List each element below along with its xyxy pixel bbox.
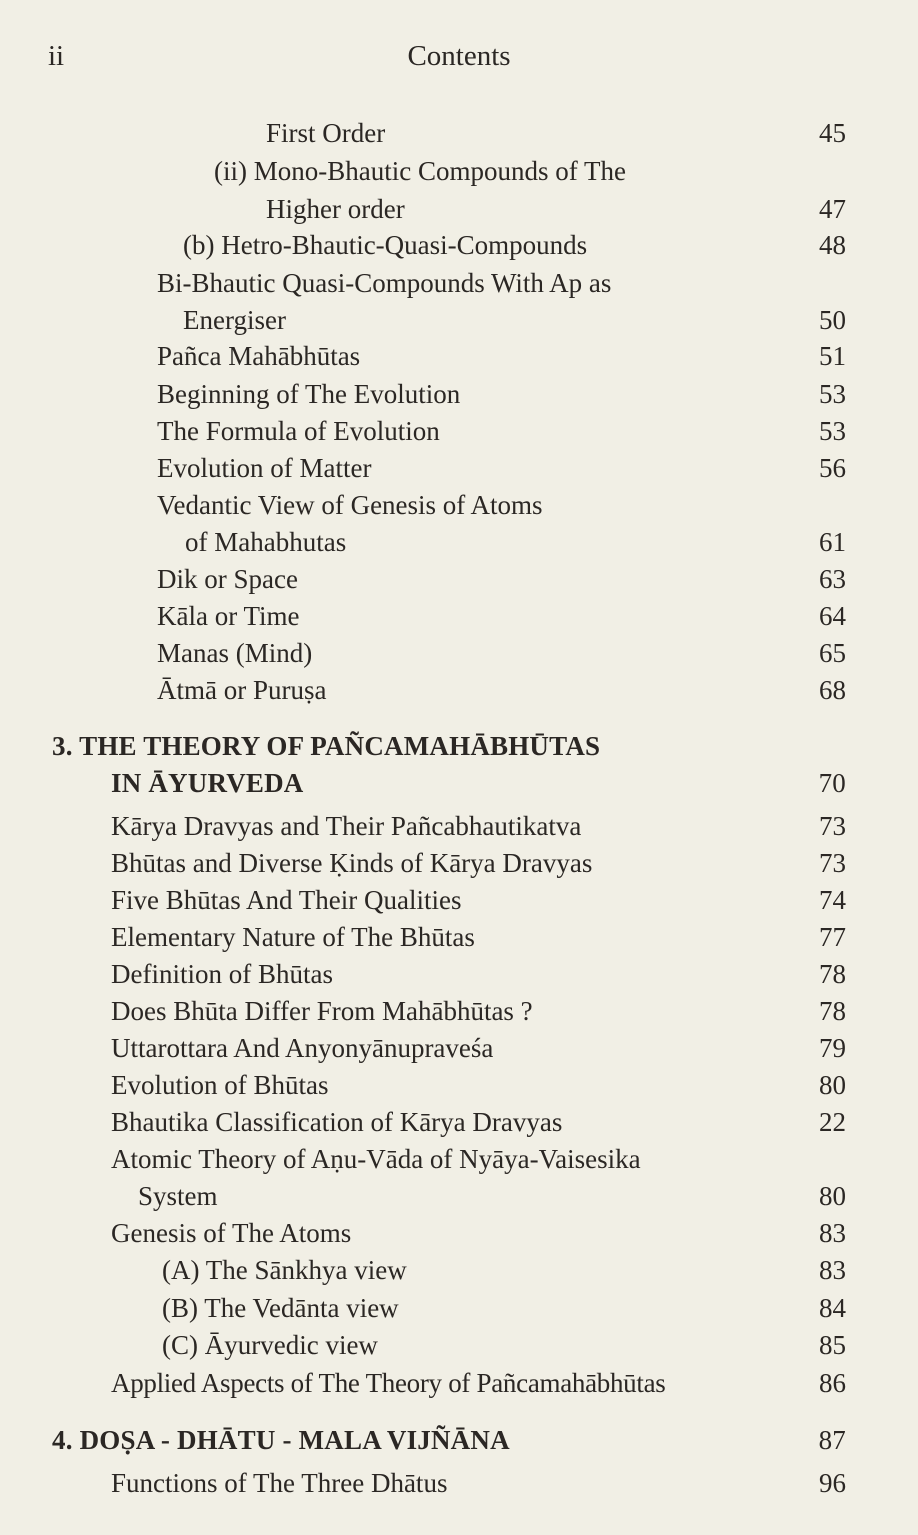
toc-entry-title: Evolution of Bhūtas bbox=[111, 1070, 329, 1100]
toc-entry-title: (C) Āyurvedic view bbox=[162, 1330, 378, 1360]
toc-entry-title: Five Bhūtas And Their Qualities bbox=[111, 885, 462, 915]
toc-entry-title: of Mahabhutas bbox=[185, 527, 347, 557]
toc-entry-page: 83 bbox=[819, 1218, 846, 1248]
toc-entry-title: Ātmā or Puruṣa bbox=[157, 675, 327, 705]
toc-entry-title: Uttarottara And Anyonyānupraveśa bbox=[111, 1033, 494, 1063]
toc-entry-page: 73 bbox=[819, 848, 846, 878]
toc-entry-page: 68 bbox=[819, 675, 846, 705]
toc-entry-title: System bbox=[138, 1181, 218, 1211]
toc-entry-title: Evolution of Matter bbox=[157, 453, 372, 483]
toc-entry-title: Energiser bbox=[183, 305, 286, 335]
chapter-title: 4. DOṢA - DHĀTU - MALA VIJÑĀNA bbox=[52, 1425, 510, 1455]
toc-entry bbox=[0, 1289, 918, 1327]
toc-entry bbox=[0, 1177, 918, 1215]
toc-entry-title: Higher order bbox=[266, 194, 405, 224]
page-number: ii bbox=[48, 40, 65, 72]
toc-entry-page: 78 bbox=[819, 996, 846, 1026]
toc-entry-title: Applied Aspects of The Theory of Pañcamahābhūtas bbox=[111, 1368, 666, 1398]
toc-entry-page: 50 bbox=[819, 305, 846, 335]
toc-entry-title: Bi-Bhautic Quasi-Compounds With Ap as bbox=[157, 268, 612, 298]
chapter-title: 3. THE THEORY OF PAÑCAMAHĀBHŪTAS bbox=[52, 731, 601, 761]
toc-entry-page: 64 bbox=[819, 601, 846, 631]
toc-entry bbox=[0, 844, 918, 882]
toc-entry-title: Beginning of The Evolution bbox=[157, 379, 461, 409]
toc-entry-page: 53 bbox=[819, 379, 846, 409]
toc-entry bbox=[0, 337, 918, 375]
toc-entry bbox=[0, 1464, 918, 1502]
toc-entry bbox=[0, 1326, 918, 1364]
toc-entry-title: (B) The Vedānta view bbox=[162, 1293, 399, 1323]
toc-entry-page: 63 bbox=[819, 564, 846, 594]
toc-entry-title: Elementary Nature of The Bhūtas bbox=[111, 922, 475, 952]
toc-entry-page: 56 bbox=[819, 453, 846, 483]
toc-entry-title: Manas (Mind) bbox=[157, 638, 313, 668]
toc-entry bbox=[0, 597, 918, 635]
toc-entry-page: 78 bbox=[819, 959, 846, 989]
toc-entry-title: Does Bhūta Differ From Mahābhūtas ? bbox=[111, 996, 533, 1026]
toc-entry bbox=[0, 1364, 918, 1402]
toc-entry-title: Bhūtas and Diverse Ḳinds of Kārya Dravyas bbox=[111, 848, 593, 878]
toc-entry-title: Bhautika Classification of Kārya Dravyas bbox=[111, 1107, 563, 1137]
chapter-page: 70 bbox=[818, 768, 846, 798]
toc-entry bbox=[0, 560, 918, 598]
toc-entry-page: 85 bbox=[819, 1330, 846, 1360]
toc-entry-page: 80 bbox=[819, 1181, 846, 1211]
toc-entry-title: Atomic Theory of Aṇu-Vāda of Nyāya-Vaisesika bbox=[111, 1144, 641, 1174]
toc-entry-page: 96 bbox=[819, 1468, 846, 1498]
chapter-page: 87 bbox=[818, 1425, 846, 1455]
toc-entry-page: 86 bbox=[819, 1368, 846, 1398]
toc-entry bbox=[0, 1214, 918, 1252]
toc-entry-page: 80 bbox=[819, 1070, 846, 1100]
toc-entry-title: Genesis of The Atoms bbox=[111, 1218, 352, 1248]
toc-entry bbox=[0, 152, 918, 190]
toc-entry-page: 51 bbox=[819, 341, 846, 371]
toc-entry-title: Pañca Mahābhūtas bbox=[157, 341, 361, 371]
toc-entry-title: (ii) Mono-Bhautic Compounds of The bbox=[214, 156, 626, 186]
toc-entry bbox=[0, 190, 918, 228]
page-header bbox=[0, 40, 918, 80]
toc-entry-title: (A) The Sānkhya view bbox=[162, 1255, 407, 1285]
chapter-heading bbox=[0, 727, 918, 765]
toc-entry bbox=[0, 634, 918, 672]
toc-entry bbox=[0, 992, 918, 1030]
toc-entry-page: 83 bbox=[819, 1255, 846, 1285]
toc-entry-page: 84 bbox=[819, 1293, 846, 1323]
chapter-title: IN ĀYURVEDA bbox=[111, 768, 304, 798]
toc-entry bbox=[0, 1140, 918, 1178]
toc-entry bbox=[0, 807, 918, 845]
toc-entry-page: 45 bbox=[819, 118, 846, 148]
toc-entry-title: Dik or Space bbox=[157, 564, 298, 594]
toc-entry bbox=[0, 301, 918, 339]
toc-entry-page: 22 bbox=[819, 1107, 846, 1137]
toc-entry-page: 77 bbox=[819, 922, 846, 952]
toc-entry bbox=[0, 671, 918, 709]
toc-entry-title: Kārya Dravyas and Their Pañcabhautikatva bbox=[111, 811, 582, 841]
chapter-heading bbox=[0, 764, 918, 802]
toc-entry bbox=[0, 918, 918, 956]
toc-entry-page: 53 bbox=[819, 416, 846, 446]
toc-entry bbox=[0, 881, 918, 919]
toc-entry-page: 74 bbox=[819, 885, 846, 915]
toc-entry bbox=[0, 1103, 918, 1141]
toc-entry bbox=[0, 1066, 918, 1104]
toc-entry-title: The Formula of Evolution bbox=[157, 416, 440, 446]
toc-entry-page: 48 bbox=[819, 230, 846, 260]
toc-entry bbox=[0, 226, 918, 264]
toc-entry bbox=[0, 523, 918, 561]
toc-entry-title: Definition of Bhūtas bbox=[111, 959, 333, 989]
toc-entry bbox=[0, 1251, 918, 1289]
toc-entry bbox=[0, 955, 918, 993]
toc-entry-title: (b) Hetro-Bhautic-Quasi-Compounds bbox=[183, 230, 588, 260]
toc-entry-page: 79 bbox=[819, 1033, 846, 1063]
toc-entry-title: First Order bbox=[266, 118, 386, 148]
toc-entry bbox=[0, 1029, 918, 1067]
toc-entry-page: 47 bbox=[819, 194, 846, 224]
toc-entry-title: Functions of The Three Dhātus bbox=[111, 1468, 448, 1498]
toc-entry bbox=[0, 449, 918, 487]
toc-entry-page: 61 bbox=[819, 527, 846, 557]
toc-entry-page: 73 bbox=[819, 811, 846, 841]
toc-entry-page: 65 bbox=[819, 638, 846, 668]
page-title: Contents bbox=[407, 40, 511, 72]
toc-entry bbox=[0, 486, 918, 524]
toc-entry bbox=[0, 114, 918, 152]
toc-entry bbox=[0, 412, 918, 450]
toc-entry-title: Kāla or Time bbox=[157, 601, 300, 631]
toc-entry bbox=[0, 264, 918, 302]
toc-entry bbox=[0, 375, 918, 413]
toc-entry-title: Vedantic View of Genesis of Atoms bbox=[157, 490, 543, 520]
chapter-heading bbox=[0, 1421, 918, 1459]
